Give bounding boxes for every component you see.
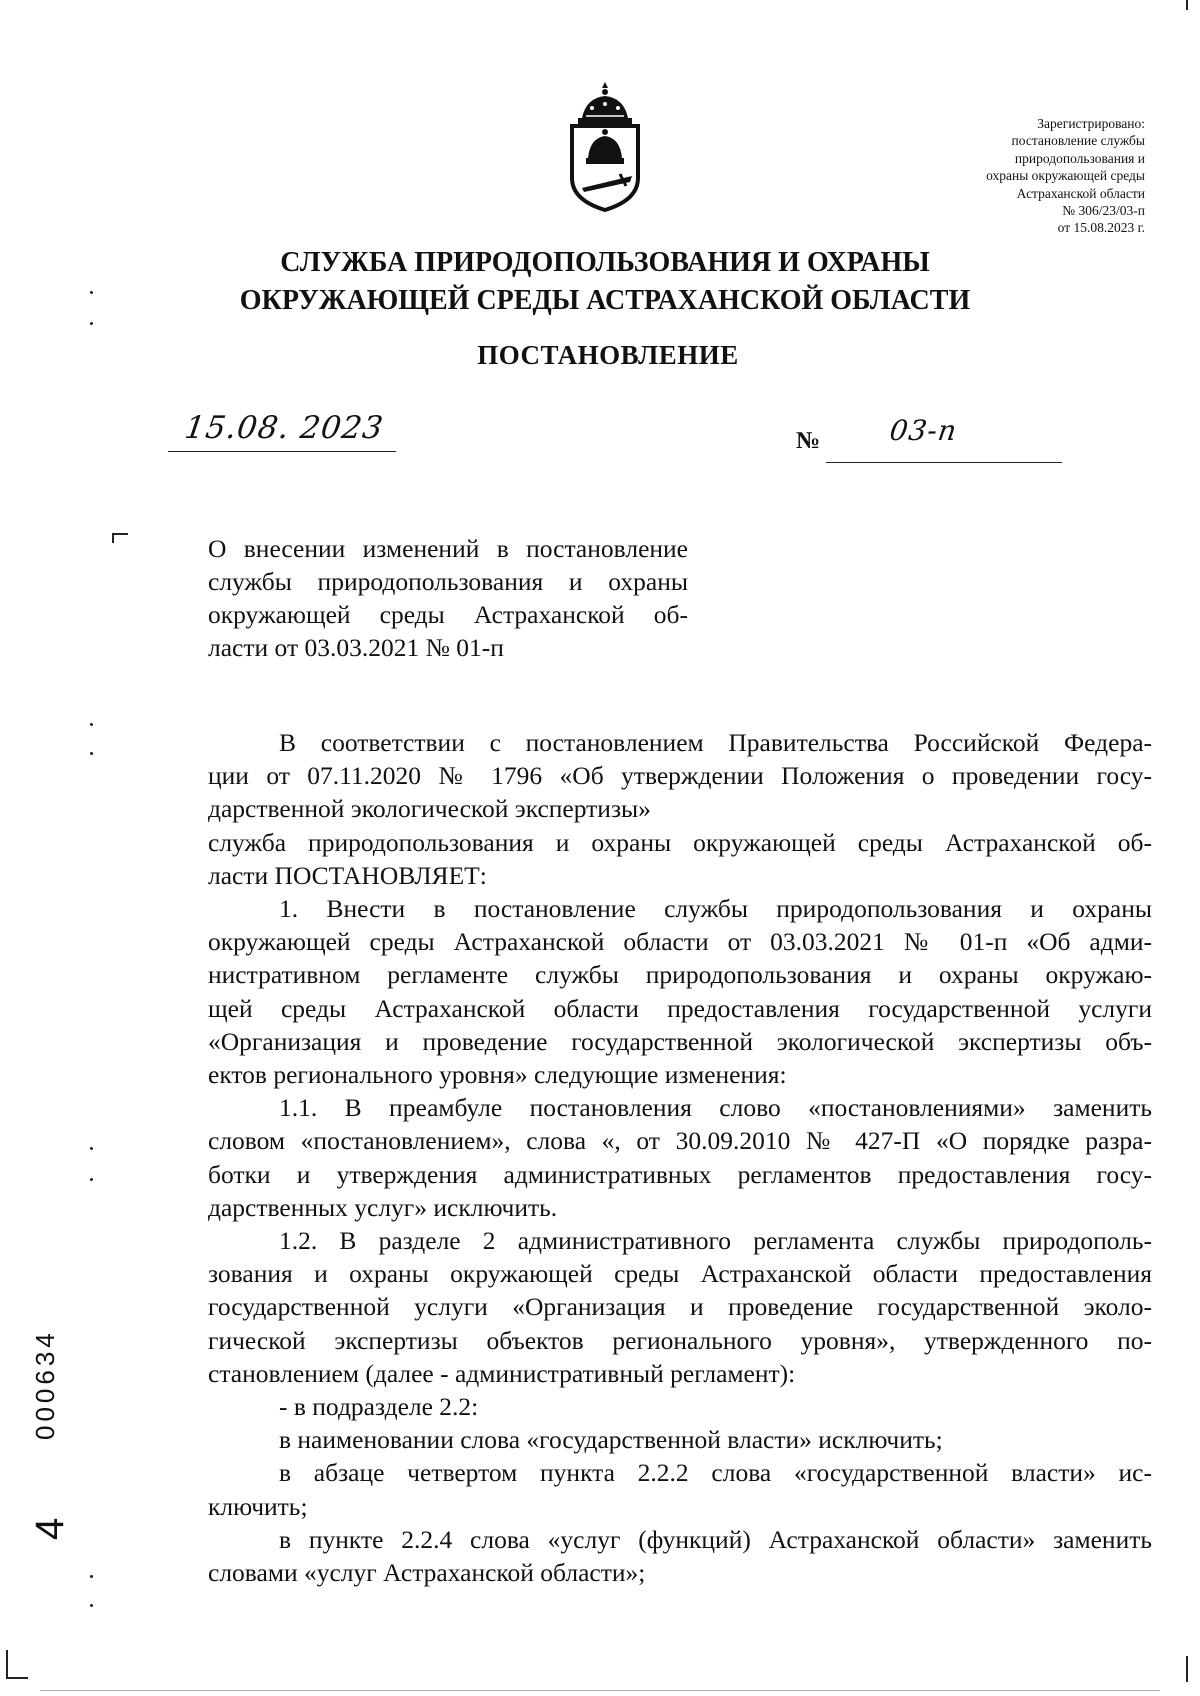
registration-line: от 15.08.2023 г. bbox=[1057, 220, 1145, 236]
body-line: В соответствии с постановлением Правительства Российской Федера- bbox=[279, 728, 1152, 757]
scan-dot bbox=[90, 1575, 93, 1578]
registration-line: постановление службы bbox=[1011, 133, 1145, 149]
subject-line: О внесении изменений в постановление bbox=[208, 534, 688, 563]
registration-line: охраны окружающей среды bbox=[986, 168, 1145, 184]
number-label: № bbox=[796, 428, 821, 454]
scan-edge-mark bbox=[1186, 0, 1188, 10]
body-line: зования и охраны окружающей среды Астраханской области предоставления bbox=[208, 1259, 1152, 1289]
body-line: дарственной экологической экспертизы» bbox=[208, 794, 651, 824]
agency-title-line-1: СЛУЖБА ПРИРОДОПОЛЬЗОВАНИЯ И ОХРАНЫ bbox=[280, 247, 930, 278]
registration-line: природопользования и bbox=[1014, 150, 1145, 166]
handwritten-number: 03-п bbox=[887, 414, 960, 447]
body-line: нистративном регламенте службы природопользования и охраны окружаю- bbox=[208, 960, 1152, 990]
body-line: становлением (далее - административный регламент): bbox=[208, 1358, 796, 1388]
scan-dot bbox=[90, 322, 93, 325]
body-line: щей среды Астраханской области предоставления государственной услуги bbox=[208, 993, 1152, 1023]
registration-stamp bbox=[900, 115, 1145, 237]
body-line: ботки и утверждения административных регламентов предоставления госу- bbox=[208, 1159, 1152, 1189]
registration-line: Астраханской области bbox=[1016, 185, 1145, 201]
scan-dot bbox=[90, 1178, 93, 1181]
body-line: словом «постановлением», слова «, от 30.09.2010 № 427-П «О порядке разра- bbox=[208, 1126, 1152, 1156]
subject-line: ласти от 03.03.2021 № 01-п bbox=[208, 633, 504, 662]
subject-line: службы природопользования и охраны bbox=[208, 567, 688, 596]
body-line: ласти ПОСТАНОВЛЯЕТ: bbox=[208, 860, 487, 890]
body-line: окружающей среды Астраханской области от 03.03.2021 № 01-п «Об адми- bbox=[208, 927, 1152, 957]
body-line: государственной услуги «Организация и проведение государственной эколо- bbox=[208, 1292, 1152, 1322]
registration-line: Зарегистрировано: bbox=[1037, 116, 1145, 131]
scan-dot bbox=[90, 1604, 93, 1607]
body-line: в пункте 2.2.4 слова «услуг (функций) Астраханской области» заменить bbox=[279, 1524, 1152, 1554]
scan-dot bbox=[90, 1147, 93, 1150]
scan-edge-mark bbox=[6, 1677, 28, 1679]
scan-edge-mark bbox=[1186, 1656, 1188, 1682]
body-line: ектов регионального уровня» следующие изменения: bbox=[208, 1060, 787, 1090]
document-subject bbox=[208, 532, 688, 664]
subject-line: окружающей среды Астраханской об- bbox=[208, 600, 688, 629]
body-line: в абзаце четвертом пункта 2.2.2 слова «государственной власти» ис- bbox=[279, 1458, 1152, 1488]
agency-title bbox=[0, 244, 1200, 320]
corner-bracket bbox=[112, 533, 128, 543]
number-underline bbox=[826, 462, 1062, 463]
scan-bottom-line bbox=[40, 1690, 1160, 1691]
body-line: «Организация и проведение государственной экологической экспертизы объ- bbox=[208, 1026, 1152, 1056]
document-type: ПОСТАНОВЛЕНИЕ bbox=[477, 340, 739, 370]
body-line: гической экспертизы объектов регионального уровня», утвержденного по- bbox=[208, 1325, 1152, 1355]
margin-page-mark: 4 bbox=[28, 1517, 72, 1540]
coat-of-arms-icon bbox=[560, 78, 650, 213]
document-body bbox=[208, 726, 1152, 1589]
body-line: 1.1. В преамбуле постановления слово «постановлениями» заменить bbox=[279, 1093, 1152, 1123]
scan-dot bbox=[90, 291, 93, 294]
agency-title-line-2: ОКРУЖАЮЩЕЙ СРЕДЫ АСТРАХАНСКОЙ ОБЛАСТИ bbox=[239, 285, 971, 316]
body-line: в наименовании слова «государственной власти» исключить; bbox=[279, 1425, 943, 1455]
body-line: 1.2. В разделе 2 административного регламента службы природополь- bbox=[279, 1226, 1152, 1256]
body-line: ключить; bbox=[208, 1491, 308, 1521]
scan-dot bbox=[90, 723, 93, 726]
margin-stamp-number: 000634 bbox=[30, 1329, 60, 1440]
body-line: словами «услуг Астраханской области»; bbox=[208, 1558, 646, 1588]
body-line: - в подразделе 2.2: bbox=[279, 1392, 479, 1422]
scan-dot bbox=[90, 752, 93, 755]
scan-edge-mark bbox=[6, 1650, 8, 1678]
body-line: 1. Внести в постановление службы природопользования и охраны bbox=[279, 894, 1152, 924]
registration-line: № 306/23/03-п bbox=[1062, 203, 1145, 219]
body-line: дарственных услуг» исключить. bbox=[208, 1192, 558, 1222]
handwritten-date: 15.08. 2023 bbox=[182, 410, 386, 446]
date-underline bbox=[168, 451, 396, 452]
body-line: служба природопользования и охраны окружающей среды Астраханской об- bbox=[208, 827, 1152, 857]
body-line: ции от 07.11.2020 № 1796 «Об утверждении Положения о проведении госу- bbox=[208, 761, 1152, 791]
